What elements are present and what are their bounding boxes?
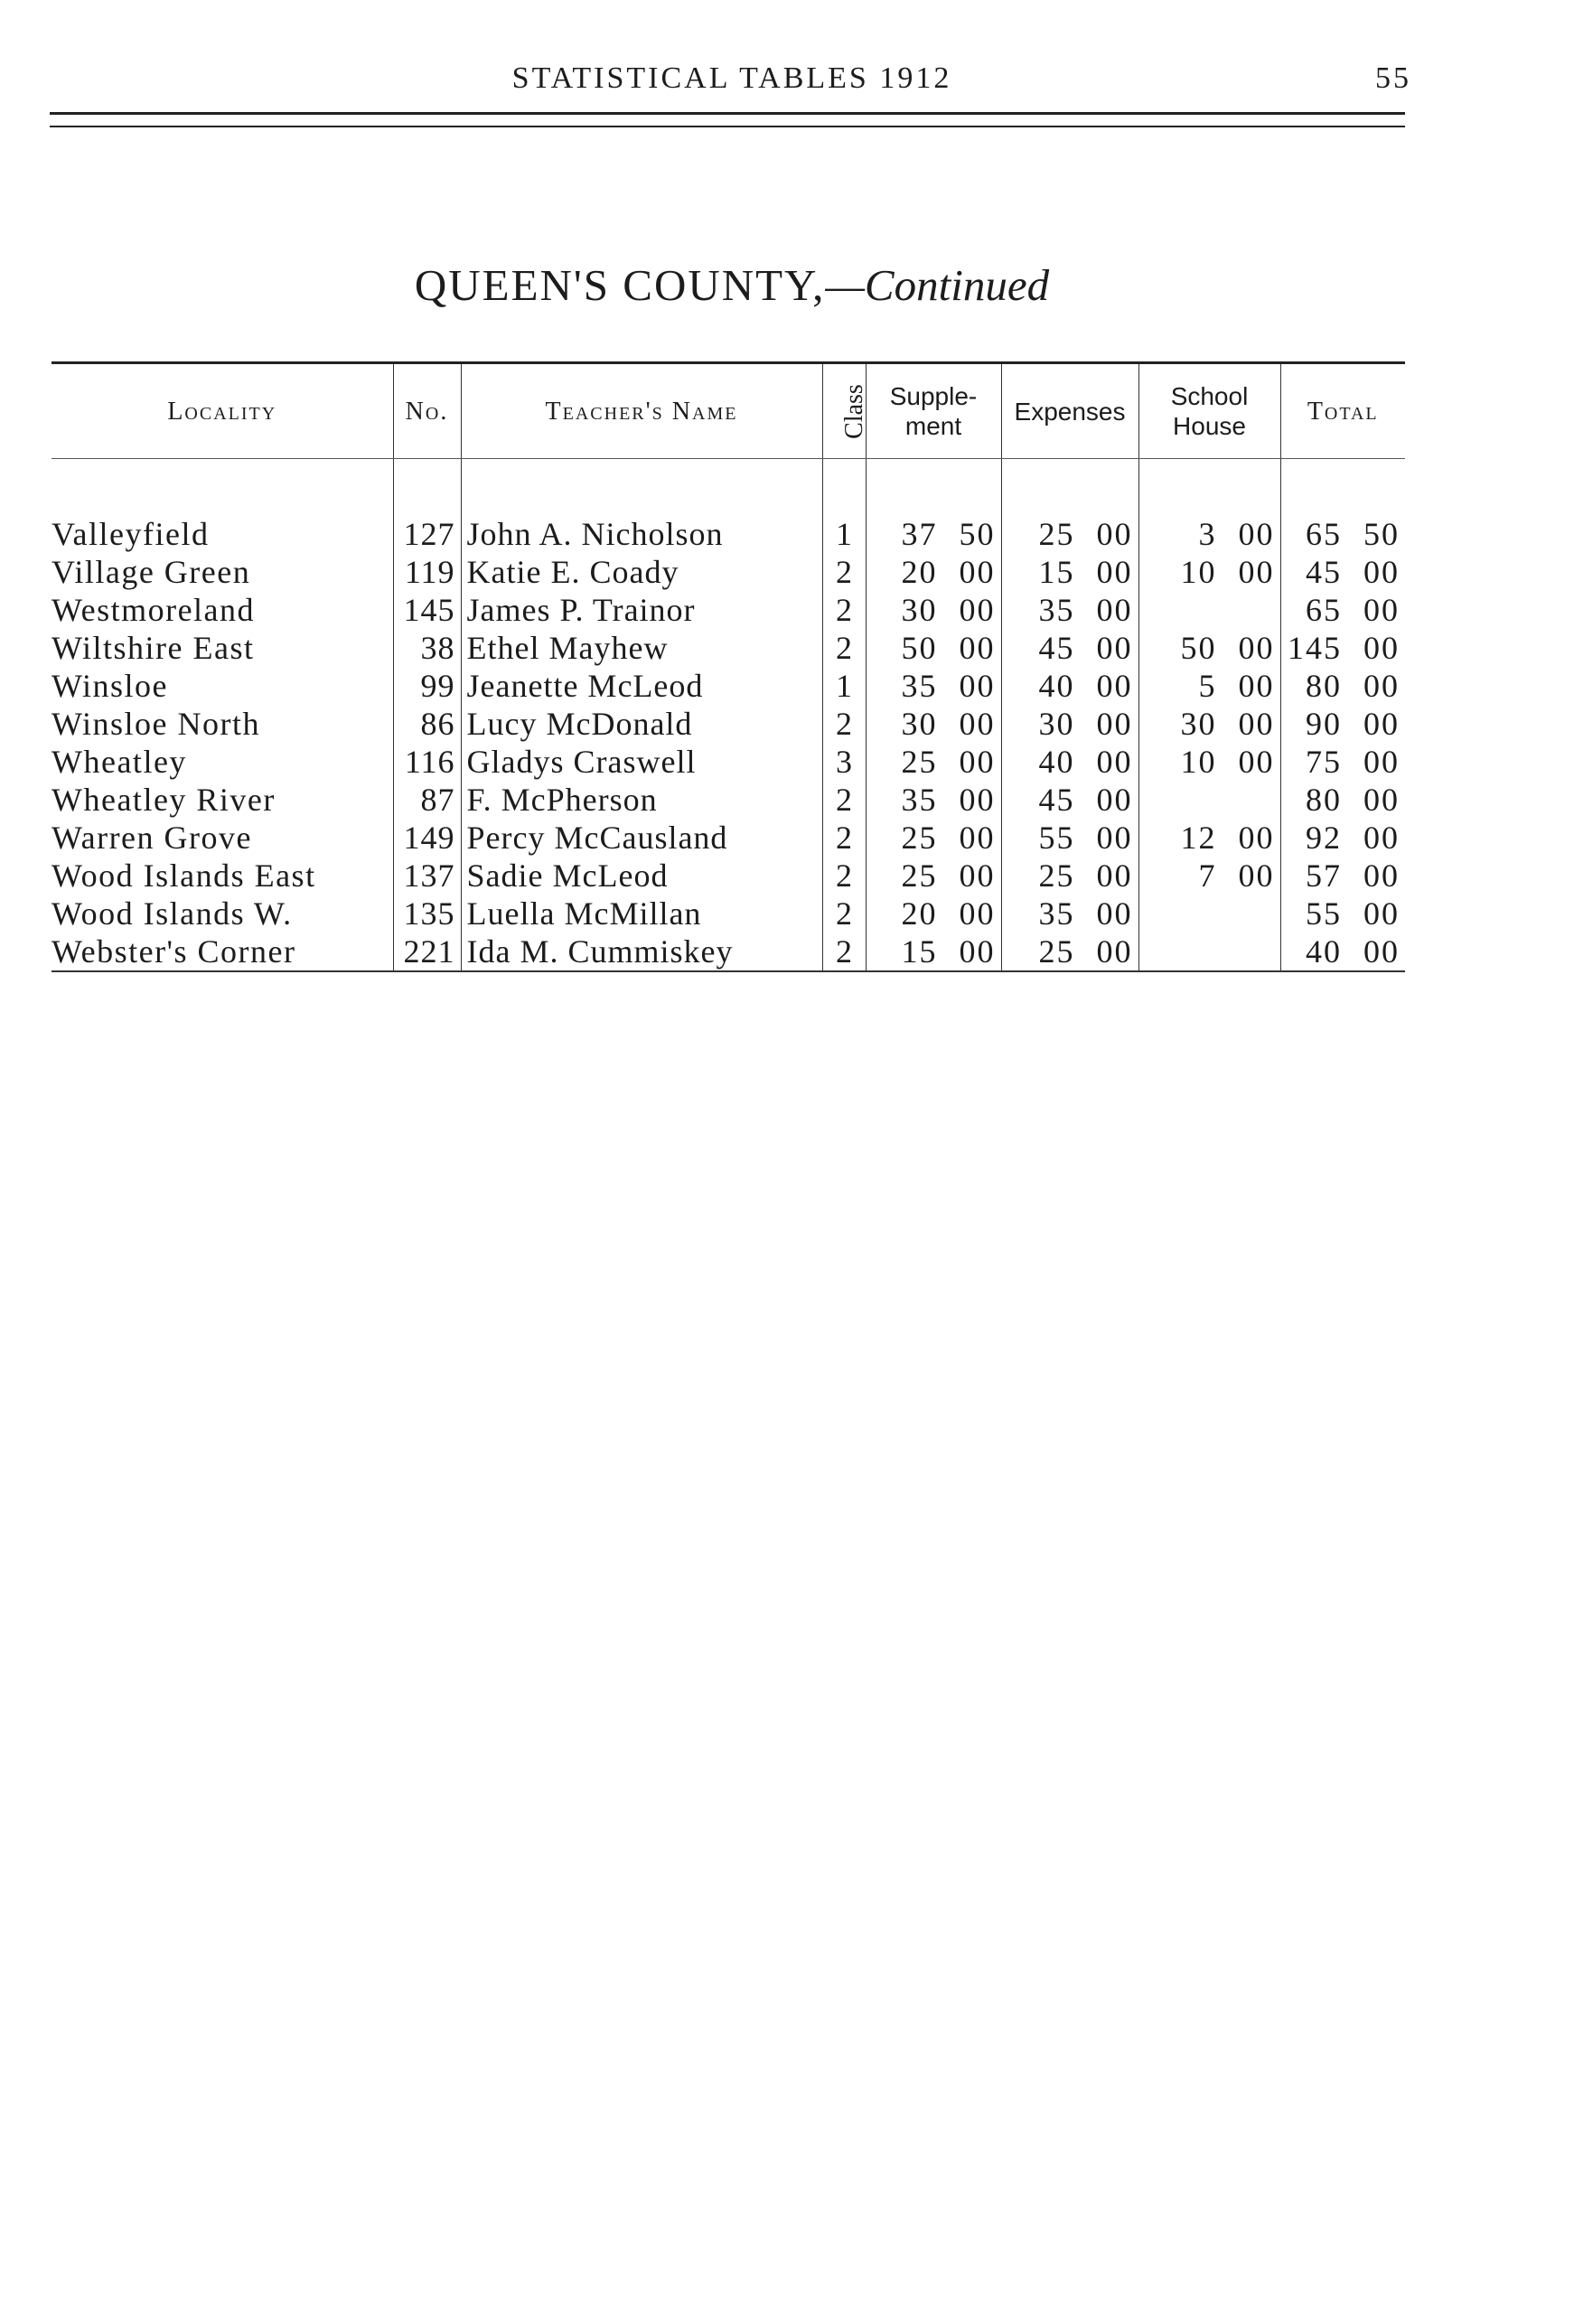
cell-supplement bbox=[866, 743, 1001, 781]
amount-cents: 00 bbox=[959, 857, 996, 894]
table-row bbox=[52, 895, 1405, 932]
cell-teacher-name: James P. Trainor bbox=[461, 591, 822, 629]
cell-total bbox=[1280, 932, 1405, 971]
cell-teacher-name: Katie E. Coady bbox=[461, 553, 822, 591]
cell-school-house bbox=[1138, 895, 1280, 932]
cell-class: 2 bbox=[822, 781, 866, 819]
cell-school-house bbox=[1138, 553, 1280, 591]
cell-number: 135 bbox=[393, 895, 461, 932]
cell-teacher-name: Percy McCausland bbox=[461, 819, 822, 857]
cell-total bbox=[1280, 895, 1405, 932]
amount-dollars: 25 bbox=[901, 820, 938, 856]
amount-cents: 00 bbox=[1238, 820, 1275, 856]
section-title bbox=[0, 259, 1464, 311]
cell-class: 2 bbox=[822, 629, 866, 667]
cell-expenses bbox=[1001, 629, 1138, 667]
amount-dollars: 90 bbox=[1306, 706, 1342, 742]
cell-number: 38 bbox=[393, 629, 461, 667]
amount-cents: 00 bbox=[1238, 516, 1275, 552]
cell-expenses bbox=[1001, 591, 1138, 629]
cell-school-house bbox=[1138, 932, 1280, 971]
amount-dollars: 80 bbox=[1306, 668, 1342, 704]
statistics-table bbox=[52, 361, 1405, 972]
cell-locality: Wheatley River bbox=[52, 782, 276, 818]
table-row bbox=[52, 705, 1405, 743]
amount-cents: 00 bbox=[1363, 592, 1400, 628]
amount-dollars: 35 bbox=[901, 668, 938, 704]
amount-dollars: 25 bbox=[901, 744, 938, 780]
column-header-total: Total bbox=[1280, 363, 1405, 459]
cell-number: 119 bbox=[393, 553, 461, 591]
section-title-main: QUEEN'S COUNTY, bbox=[414, 260, 826, 310]
cell-locality: Wiltshire East bbox=[52, 630, 255, 666]
amount-cents: 00 bbox=[1096, 933, 1133, 970]
cell-class: 2 bbox=[822, 857, 866, 895]
cell-expenses bbox=[1001, 819, 1138, 857]
amount-cents: 00 bbox=[1363, 820, 1400, 856]
cell-supplement bbox=[866, 895, 1001, 932]
cell-school-house bbox=[1138, 591, 1280, 629]
cell-expenses bbox=[1001, 857, 1138, 895]
amount-cents: 00 bbox=[959, 706, 996, 742]
amount-dollars: 35 bbox=[901, 782, 938, 818]
amount-cents: 00 bbox=[1096, 820, 1133, 856]
cell-locality: Webster's Corner bbox=[52, 932, 393, 971]
amount-dollars: 40 bbox=[1306, 933, 1342, 970]
amount-dollars: 45 bbox=[1306, 554, 1342, 590]
cell-school-house bbox=[1138, 819, 1280, 857]
cell-class: 2 bbox=[822, 553, 866, 591]
cell-school-house bbox=[1138, 781, 1280, 819]
cell-supplement bbox=[866, 819, 1001, 857]
amount-dollars: 45 bbox=[1038, 630, 1075, 666]
cell-supplement bbox=[866, 591, 1001, 629]
amount-cents: 00 bbox=[1363, 933, 1400, 970]
amount-cents: 00 bbox=[1363, 706, 1400, 742]
amount-dollars: 57 bbox=[1306, 857, 1342, 894]
header-rule bbox=[50, 112, 1405, 115]
amount-dollars: 5 bbox=[1198, 668, 1217, 704]
amount-dollars: 145 bbox=[1288, 630, 1342, 666]
cell-class: 2 bbox=[822, 932, 866, 971]
amount-dollars: 50 bbox=[1180, 630, 1217, 666]
amount-dollars: 40 bbox=[1038, 668, 1075, 704]
page-number: 55 bbox=[1375, 61, 1411, 95]
cell-expenses bbox=[1001, 667, 1138, 705]
cell-number: 116 bbox=[393, 743, 461, 781]
running-title: STATISTICAL TABLES 1912 bbox=[511, 61, 952, 95]
column-header-supplement: Supple-ment bbox=[866, 363, 1001, 459]
amount-dollars: 25 bbox=[1038, 933, 1075, 970]
cell-supplement bbox=[866, 781, 1001, 819]
cell-school-house bbox=[1138, 743, 1280, 781]
amount-cents: 00 bbox=[1096, 782, 1133, 818]
cell-expenses bbox=[1001, 743, 1138, 781]
amount-dollars: 7 bbox=[1198, 857, 1217, 894]
section-title-continued: —Continued bbox=[825, 260, 1050, 310]
cell-locality: Wood Islands W. bbox=[52, 895, 293, 932]
cell-teacher-name: John A. Nicholson bbox=[461, 515, 822, 553]
amount-dollars: 25 bbox=[1038, 857, 1075, 894]
cell-expenses bbox=[1001, 932, 1138, 971]
column-header-teacher: Teacher's Name bbox=[461, 363, 822, 459]
amount-dollars: 15 bbox=[901, 933, 938, 970]
amount-dollars: 65 bbox=[1306, 592, 1342, 628]
cell-class: 2 bbox=[822, 895, 866, 932]
amount-dollars: 37 bbox=[901, 516, 938, 552]
amount-cents: 00 bbox=[1363, 744, 1400, 780]
amount-dollars: 30 bbox=[901, 706, 938, 742]
table-body bbox=[52, 459, 1405, 972]
cell-locality: Winsloe North bbox=[52, 706, 261, 742]
amount-cents: 00 bbox=[1363, 782, 1400, 818]
cell-class: 2 bbox=[822, 705, 866, 743]
cell-number: 145 bbox=[393, 591, 461, 629]
amount-cents: 00 bbox=[1363, 554, 1400, 590]
amount-cents: 00 bbox=[959, 782, 996, 818]
table-header-row bbox=[52, 363, 1405, 459]
cell-class: 2 bbox=[822, 819, 866, 857]
amount-dollars: 15 bbox=[1038, 554, 1075, 590]
amount-dollars: 3 bbox=[1198, 516, 1217, 552]
column-header-class-label: Class bbox=[839, 383, 868, 439]
amount-cents: 00 bbox=[1096, 516, 1133, 552]
column-header-class bbox=[822, 363, 866, 459]
amount-dollars: 25 bbox=[901, 857, 938, 894]
table-row bbox=[52, 515, 1405, 553]
cell-teacher-name: Lucy McDonald bbox=[461, 705, 822, 743]
cell-total bbox=[1280, 515, 1405, 553]
amount-dollars: 30 bbox=[901, 592, 938, 628]
amount-dollars: 30 bbox=[1038, 706, 1075, 742]
amount-dollars: 10 bbox=[1180, 744, 1217, 780]
cell-total bbox=[1280, 781, 1405, 819]
amount-dollars: 55 bbox=[1038, 820, 1075, 856]
cell-teacher-name: Ida M. Cummiskey bbox=[461, 932, 822, 971]
amount-cents: 00 bbox=[1238, 668, 1275, 704]
amount-cents: 00 bbox=[959, 592, 996, 628]
cell-class: 1 bbox=[822, 667, 866, 705]
cell-expenses bbox=[1001, 553, 1138, 591]
cell-total bbox=[1280, 705, 1405, 743]
cell-class: 1 bbox=[822, 515, 866, 553]
cell-number: 221 bbox=[393, 932, 461, 971]
cell-number: 86 bbox=[393, 705, 461, 743]
table-row bbox=[52, 857, 1405, 895]
amount-cents: 00 bbox=[1363, 857, 1400, 894]
cell-teacher-name: Sadie McLeod bbox=[461, 857, 822, 895]
cell-teacher-name: Luella McMillan bbox=[461, 895, 822, 932]
amount-dollars: 30 bbox=[1180, 706, 1217, 742]
cell-supplement bbox=[866, 629, 1001, 667]
table-row bbox=[52, 932, 1405, 971]
amount-cents: 00 bbox=[1096, 744, 1133, 780]
amount-cents: 00 bbox=[1096, 857, 1133, 894]
amount-cents: 00 bbox=[959, 744, 996, 780]
amount-dollars: 92 bbox=[1306, 820, 1342, 856]
cell-number: 99 bbox=[393, 667, 461, 705]
amount-dollars: 45 bbox=[1038, 782, 1075, 818]
cell-number: 127 bbox=[393, 515, 461, 553]
cell-expenses bbox=[1001, 781, 1138, 819]
cell-class: 2 bbox=[822, 591, 866, 629]
amount-dollars: 80 bbox=[1306, 782, 1342, 818]
column-header-locality: Locality bbox=[52, 363, 393, 459]
amount-cents: 00 bbox=[1096, 630, 1133, 666]
cell-supplement bbox=[866, 705, 1001, 743]
cell-expenses bbox=[1001, 895, 1138, 932]
cell-locality: Winsloe bbox=[52, 668, 169, 704]
cell-total bbox=[1280, 553, 1405, 591]
amount-dollars: 20 bbox=[901, 895, 938, 932]
column-header-no: No. bbox=[393, 363, 461, 459]
cell-class: 3 bbox=[822, 743, 866, 781]
cell-supplement bbox=[866, 553, 1001, 591]
amount-dollars: 10 bbox=[1180, 554, 1217, 590]
amount-cents: 00 bbox=[1096, 554, 1133, 590]
cell-locality: Warren Grove bbox=[52, 820, 252, 856]
amount-cents: 00 bbox=[1238, 744, 1275, 780]
amount-cents: 00 bbox=[1238, 706, 1275, 742]
cell-total bbox=[1280, 819, 1405, 857]
cell-supplement bbox=[866, 515, 1001, 553]
amount-dollars: 35 bbox=[1038, 592, 1075, 628]
cell-school-house bbox=[1138, 667, 1280, 705]
cell-locality: Westmoreland bbox=[52, 592, 256, 628]
amount-dollars: 65 bbox=[1306, 516, 1342, 552]
cell-locality: Valleyfield bbox=[52, 516, 210, 552]
cell-number: 149 bbox=[393, 819, 461, 857]
column-header-school-house: School House bbox=[1138, 363, 1280, 459]
table-row bbox=[52, 591, 1405, 629]
amount-cents: 00 bbox=[959, 630, 996, 666]
amount-cents: 00 bbox=[1363, 668, 1400, 704]
cell-teacher-name: Gladys Craswell bbox=[461, 743, 822, 781]
table-row bbox=[52, 553, 1405, 591]
cell-total bbox=[1280, 629, 1405, 667]
table-row bbox=[52, 781, 1405, 819]
table-row bbox=[52, 819, 1405, 857]
amount-cents: 50 bbox=[959, 516, 996, 552]
amount-cents: 00 bbox=[959, 933, 996, 970]
amount-cents: 00 bbox=[959, 820, 996, 856]
cell-supplement bbox=[866, 932, 1001, 971]
amount-dollars: 75 bbox=[1306, 744, 1342, 780]
amount-dollars: 12 bbox=[1180, 820, 1217, 856]
amount-cents: 00 bbox=[959, 895, 996, 932]
column-header-expenses: Expenses bbox=[1001, 363, 1138, 459]
cell-locality: Wood Islands East bbox=[52, 857, 316, 894]
cell-school-house bbox=[1138, 515, 1280, 553]
amount-cents: 00 bbox=[1238, 630, 1275, 666]
cell-school-house bbox=[1138, 705, 1280, 743]
amount-dollars: 25 bbox=[1038, 516, 1075, 552]
amount-dollars: 40 bbox=[1038, 744, 1075, 780]
table-row bbox=[52, 629, 1405, 667]
amount-cents: 00 bbox=[1096, 592, 1133, 628]
cell-expenses bbox=[1001, 705, 1138, 743]
amount-dollars: 55 bbox=[1306, 895, 1342, 932]
amount-cents: 00 bbox=[959, 668, 996, 704]
cell-supplement bbox=[866, 857, 1001, 895]
cell-total bbox=[1280, 667, 1405, 705]
amount-cents: 00 bbox=[1363, 630, 1400, 666]
cell-teacher-name: Ethel Mayhew bbox=[461, 629, 822, 667]
cell-locality: Village Green bbox=[52, 554, 251, 590]
amount-cents: 00 bbox=[959, 554, 996, 590]
amount-cents: 00 bbox=[1238, 554, 1275, 590]
table-spacer-row bbox=[52, 459, 1405, 516]
cell-school-house bbox=[1138, 629, 1280, 667]
amount-cents: 50 bbox=[1363, 516, 1400, 552]
amount-cents: 00 bbox=[1096, 706, 1133, 742]
cell-supplement bbox=[866, 667, 1001, 705]
table-row bbox=[52, 667, 1405, 705]
amount-dollars: 50 bbox=[901, 630, 938, 666]
cell-total bbox=[1280, 591, 1405, 629]
cell-locality: Wheatley bbox=[52, 744, 187, 780]
amount-dollars: 20 bbox=[901, 554, 938, 590]
amount-cents: 00 bbox=[1238, 857, 1275, 894]
amount-cents: 00 bbox=[1096, 895, 1133, 932]
amount-cents: 00 bbox=[1363, 895, 1400, 932]
amount-dollars: 35 bbox=[1038, 895, 1075, 932]
header-rule-secondary bbox=[50, 126, 1405, 127]
amount-cents: 00 bbox=[1096, 668, 1133, 704]
cell-teacher-name: F. McPherson bbox=[461, 781, 822, 819]
cell-school-house bbox=[1138, 857, 1280, 895]
cell-total bbox=[1280, 743, 1405, 781]
cell-number: 87 bbox=[393, 781, 461, 819]
cell-number: 137 bbox=[393, 857, 461, 895]
table-row bbox=[52, 743, 1405, 781]
cell-expenses bbox=[1001, 515, 1138, 553]
cell-teacher-name: Jeanette McLeod bbox=[461, 667, 822, 705]
cell-total bbox=[1280, 857, 1405, 895]
